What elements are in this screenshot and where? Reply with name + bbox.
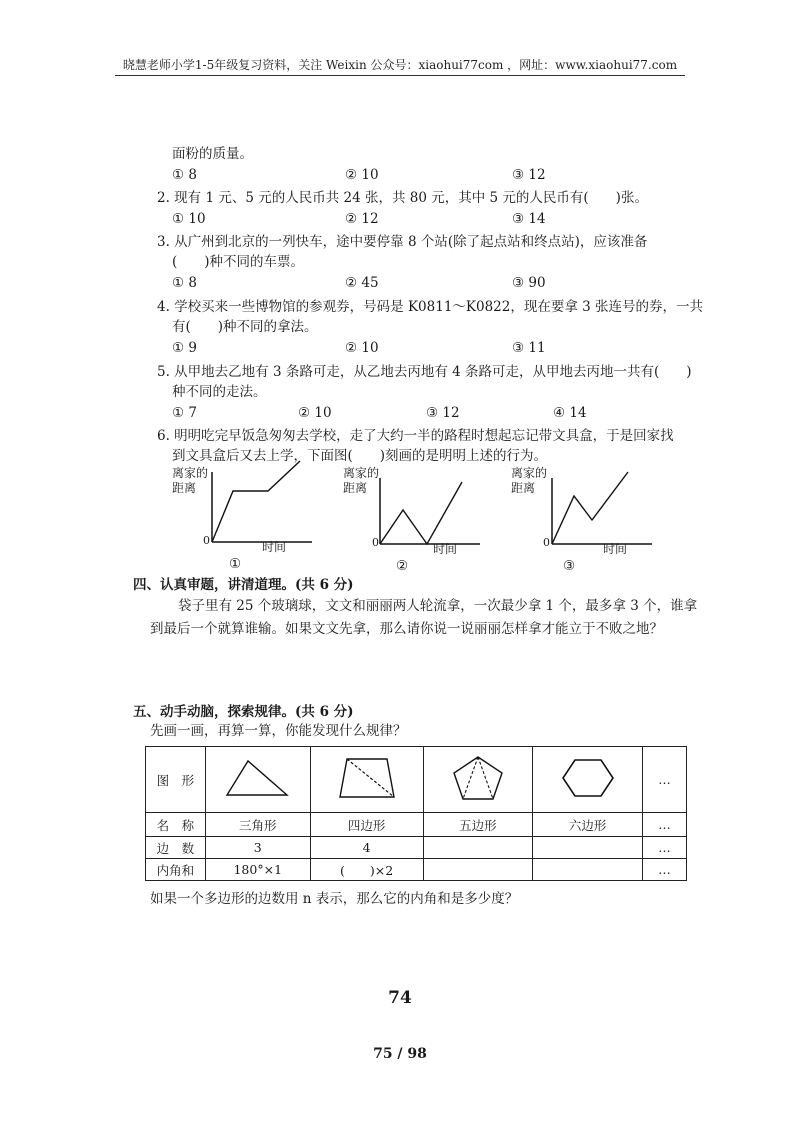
graph-1-ylabel-line-1: 离家的	[172, 466, 209, 480]
name-triangle: 三角形	[205, 813, 310, 837]
sides-hexagon[interactable]	[533, 837, 643, 859]
angle-sum-pentagon[interactable]	[423, 859, 533, 881]
cell-pentagon	[423, 747, 533, 813]
cell-hexagon	[533, 747, 643, 813]
q1-tail: 面粉的质量。	[172, 146, 253, 162]
q2-option-2: ② 12	[345, 211, 379, 227]
q1-option-1: ① 8	[172, 167, 197, 183]
graph-1-plot	[200, 458, 320, 548]
q2-option-3: ③ 14	[512, 211, 546, 227]
q4-option-2: ② 10	[345, 340, 379, 356]
q5-line-2: 种不同的走法。	[172, 384, 267, 400]
q2-text: 2. 现有 1 元、5 元的人民币共 24 张，共 80 元，其中 5 元的人民币有( )张。	[157, 190, 648, 206]
q5-option-4: ④ 14	[553, 405, 587, 421]
graph-3-plot	[540, 458, 660, 548]
graph-3-line	[552, 472, 628, 544]
cell-ellipsis-shape: …	[643, 747, 687, 813]
q3-line-2: ( )种不同的车票。	[172, 254, 305, 270]
angle-sum-triangle: 180°×1	[205, 859, 310, 881]
page-number: 74	[388, 988, 412, 1008]
graph-3-origin: 0	[543, 536, 550, 549]
q3-option-2: ② 45	[345, 275, 379, 291]
q4-option-3: ③ 11	[512, 340, 546, 356]
table-row-names	[146, 813, 687, 837]
table-row-angle-sum	[146, 859, 687, 881]
q5-option-3: ③ 12	[426, 405, 460, 421]
angle-sum-hexagon[interactable]	[533, 859, 643, 881]
graph-3-ylabel-line-2: 距离	[511, 481, 536, 495]
graph-2-plot	[370, 458, 490, 548]
graph-1-ylabel-line-2: 距离	[172, 481, 197, 495]
cell-quadrilateral	[310, 747, 423, 813]
q5-option-2: ② 10	[298, 405, 332, 421]
graph-2-origin: 0	[372, 536, 379, 549]
q4-option-1: ① 9	[172, 340, 197, 356]
cell-ellipsis-sides: …	[643, 837, 687, 859]
page-header: 晓慧老师小学1-5年级复习资料，关注 Weixin 公众号：xiaohui77com ，网址：www.xiaohui77.com	[122, 58, 678, 72]
header-divider	[115, 75, 685, 76]
graph-3-mark: ③	[563, 558, 576, 574]
angle-sum-quadrilateral[interactable]: ( )×2	[310, 859, 423, 881]
cell-ellipsis-angle-sum: …	[643, 859, 687, 881]
q3-option-1: ① 8	[172, 275, 197, 291]
row-label-shape: 图 形	[146, 747, 206, 813]
row-label-sides: 边 数	[146, 837, 206, 859]
graph-2-mark: ②	[396, 558, 409, 574]
q4-line-2: 有( )种不同的拿法。	[172, 319, 318, 335]
graph-2-line	[380, 482, 462, 544]
graph-1-mark: ①	[229, 556, 242, 572]
table-row-shapes	[146, 747, 687, 813]
section-4-line-2: 到最后一个就算谁输。如果文文先拿，那么请你说一说丽丽怎样拿才能立于不败之地？	[150, 621, 663, 637]
section-5-question: 如果一个多边形的边数用 n 表示，那么它的内角和是多少度？	[150, 891, 519, 907]
sides-pentagon[interactable]	[423, 837, 533, 859]
table-row-sides	[146, 837, 687, 859]
pentagon-icon	[448, 753, 508, 803]
graph-2-xlabel: 时间	[433, 542, 458, 556]
section-5-title: 五、动手动脑，探索规律。(共 6 分)	[133, 704, 354, 720]
graph-3-ylabel-line-1: 离家的	[511, 466, 548, 480]
name-quadrilateral: 四边形	[310, 813, 423, 837]
q1-option-2: ② 10	[345, 167, 379, 183]
sides-triangle: 3	[205, 837, 310, 859]
row-label-name: 名 称	[146, 813, 206, 837]
graph-2-ylabel-line-2: 距离	[343, 481, 368, 495]
q2-option-1: ① 10	[172, 211, 206, 227]
triangle-icon	[223, 755, 293, 801]
q3-line-1: 3. 从广州到北京的一列快车，途中要停靠 8 个站(除了起点站和终点站)，应该准备	[157, 234, 648, 250]
graph-1-origin: 0	[203, 534, 210, 547]
name-hexagon: 六边形	[533, 813, 643, 837]
graph-1-line	[212, 461, 300, 542]
q1-option-3: ③ 12	[512, 167, 546, 183]
section-4-line-1: 袋子里有 25 个玻璃球，文文和丽丽两人轮流拿，一次最少拿 1 个，最多拿 3 个，谁拿	[178, 598, 698, 614]
polygon-table	[145, 746, 687, 881]
name-pentagon: 五边形	[423, 813, 533, 837]
cell-triangle	[205, 747, 310, 813]
row-label-angle-sum: 内角和	[146, 859, 206, 881]
cell-ellipsis-name: …	[643, 813, 687, 837]
section-4-title: 四、认真审题，讲清道理。(共 6 分)	[133, 577, 354, 593]
q3-option-3: ③ 90	[512, 275, 546, 291]
q5-line-1: 5. 从甲地去乙地有 3 条路可走，从乙地去丙地有 4 条路可走，从甲地去丙地一共有( )	[157, 364, 692, 380]
quadrilateral-icon	[332, 753, 402, 803]
q6-line-2: 到文具盒后又去上学，下面图( )刻画的是明明上述的行为。	[172, 448, 548, 464]
graph-2-ylabel-line-1: 离家的	[343, 466, 380, 480]
q5-option-1: ① 7	[172, 405, 197, 421]
hexagon-icon	[558, 753, 618, 803]
graph-1-xlabel: 时间	[262, 540, 287, 554]
graph-3-xlabel: 时间	[603, 542, 628, 556]
section-5-intro: 先画一画，再算一算，你能发现什么规律？	[150, 723, 407, 739]
page-count: 75 / 98	[373, 1046, 427, 1062]
sides-quadrilateral[interactable]: 4	[310, 837, 423, 859]
q6-line-1: 6. 明明吃完早饭急匆匆去学校，走了大约一半的路程时想起忘记带文具盒，于是回家找	[157, 428, 674, 444]
q4-line-1: 4. 学校买来一些博物馆的参观券，号码是 K0811～K0822，现在要拿 3 张连号的券，一共	[157, 299, 704, 315]
